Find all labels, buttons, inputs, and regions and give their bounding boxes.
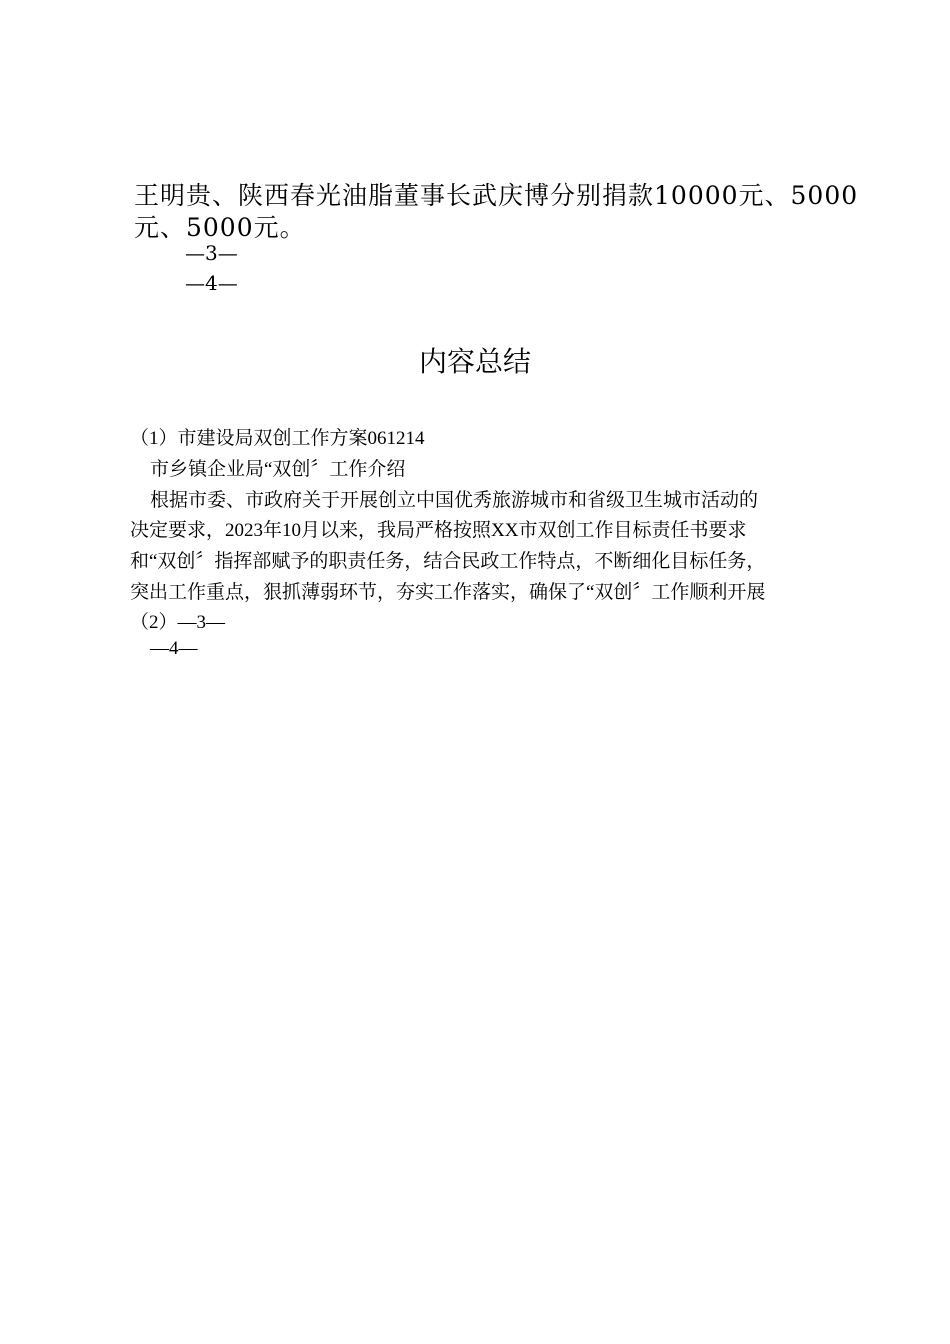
donation-text-line-2: 元、5000元。 xyxy=(134,213,306,242)
summary-line: 根据市委、市政府关于开展创立中国优秀旅游城市和省级卫生城市活动的 xyxy=(150,490,759,511)
summary-line: 突出工作重点，狠抓薄弱环节，夯实工作落实，确保了“双创〞工作顺利开展 xyxy=(130,582,766,603)
page-number-3: —3— xyxy=(185,241,238,265)
summary-title: 内容总结 xyxy=(418,345,531,378)
summary-line: 和“双创〞指挥部赋予的职责任务，结合民政工作特点，不断细化目标任务， xyxy=(130,551,766,572)
summary-line: 市乡镇企业局“双创〞工作介绍 xyxy=(150,459,406,480)
summary-line: 决定要求，2023年10月以来，我局严格按照XX市双创工作目标责任书要求 xyxy=(130,520,747,541)
summary-line: （2）—3— xyxy=(130,612,226,633)
donation-text-line-1: 王明贵、陕西春光油脂董事长武庆博分别捐款10000元、5000 xyxy=(134,181,859,210)
summary-line: （1）市建设局双创工作方案061214 xyxy=(130,428,425,449)
page-number-4: —4— xyxy=(185,271,238,295)
summary-line: —4— xyxy=(150,638,198,659)
